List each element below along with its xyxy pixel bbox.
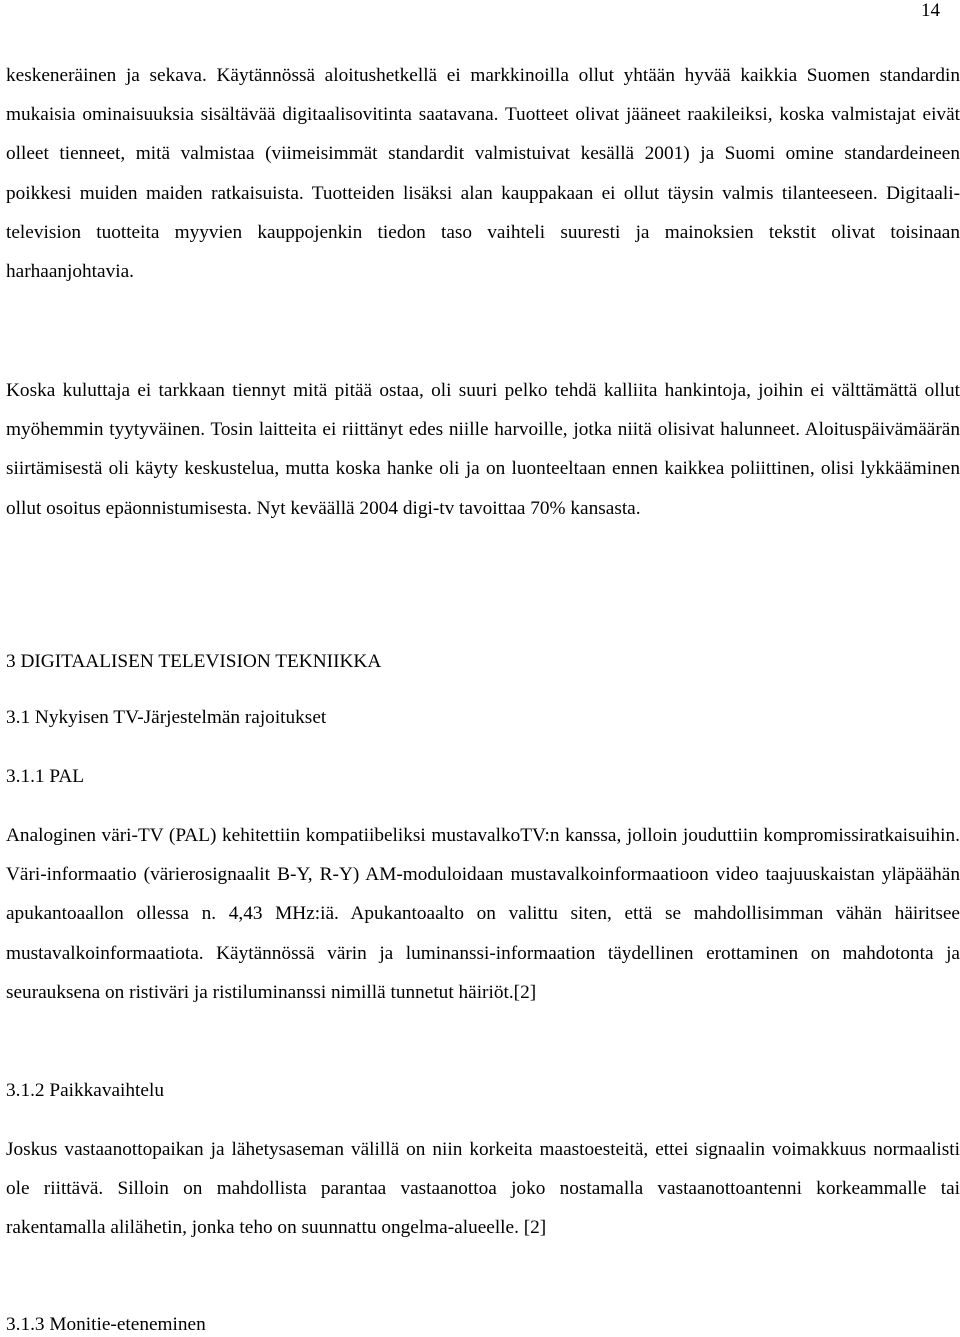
subsection-heading-paikkavaihtelu: 3.1.2 Paikkavaihtelu — [6, 1080, 164, 1101]
paragraph-consumer-uncertainty: Koska kuluttaja ei tarkkaan tiennyt mitä pitää ostaa, oli suuri pelko tehdä kalliita hankintoja, joihin ei välttämättä ollut myöhemmin tyytyväinen. Tosin laitteita ei riittänyt edes niille harvoille, jotka niitä olisivat halunneet. Aloituspäivämäärän siirtämisestä oli käyty keskustelua, mutta koska hanke oli ja on luonteeltaan ennen kaikkea poliittinen, olisi lykkääminen ollut osoitus epäonnistumisesta. Nyt keväällä 2004 digi-tv tavoittaa 70% kansasta. — [6, 380, 960, 519]
subsection-heading-pal: 3.1.1 PAL — [6, 766, 85, 787]
section-heading: 3.1 Nykyisen TV-Järjestelmän rajoitukset — [6, 707, 327, 728]
chapter-heading: 3 DIGITAALISEN TELEVISION TEKNIIKKA — [6, 651, 382, 672]
subsection-heading-monitie: 3.1.3 Monitie-eteneminen — [6, 1314, 206, 1335]
paragraph-paikkavaihtelu: Joskus vastaanottopaikan ja lähetysaseman välillä on niin korkeita maastoesteitä, ettei signaalin voimakkuus normaalisti ole riittävä. Silloin on mahdollista parantaa vastaanottoa joko nostamalla vastaanottoantenni korkeammalle tai rakentamalla alilähetin, jonka teho on suunnattu ongelma-alueelle. [2] — [6, 1139, 960, 1239]
paragraph-pal: Analoginen väri-TV (PAL) kehitettiin kompatiibeliksi mustavalkoTV:n kanssa, jolloin jouduttiin kompromissiratkaisuihin. Väri-informaatio (värierosignaalit B-Y, R-Y) AM-moduloidaan mustavalkoinformaatioon video taajuuskaistan yläpäähän apukantoaallon ollessa n. 4,43 MHz:iä. Apukantoaalto on valittu siten, että se mahdollisimman vähän häiritsee mustavalkoinformaatiota. Käytännössä värin ja luminanssi-informaation täydellinen erottaminen on mahdotonta ja seurauksena on ristiväri ja ristiluminanssi nimillä tunnetut häiriöt.[2] — [6, 825, 960, 1003]
paragraph-digi-tv-launch: keskeneräinen ja sekava. Käytännössä aloitushetkellä ei markkinoilla ollut yhtään hyvää kaikkia Suomen standardin mukaisia ominaisuuksia sisältävää digitaalisovitinta saatavana. Tuotteet olivat jääneet raakileiksi, koska valmistajat eivät olleet tienneet, mitä valmistaa (viimeisimmät standardit valmistuivat kesällä 2001) ja Suomi omine standardeineen poikkesi muiden maiden ratkaisuista. Tuotteiden lisäksi alan kauppakaan ei ollut täysin valmis tilanteeseen. Digitaali-television tuotteita myyvien kauppojenkin tiedon taso vaihteli suuresti ja mainoksien tekstit olivat toisinaan harhaanjohtavia. — [6, 65, 960, 283]
page-number: 14 — [921, 0, 940, 21]
